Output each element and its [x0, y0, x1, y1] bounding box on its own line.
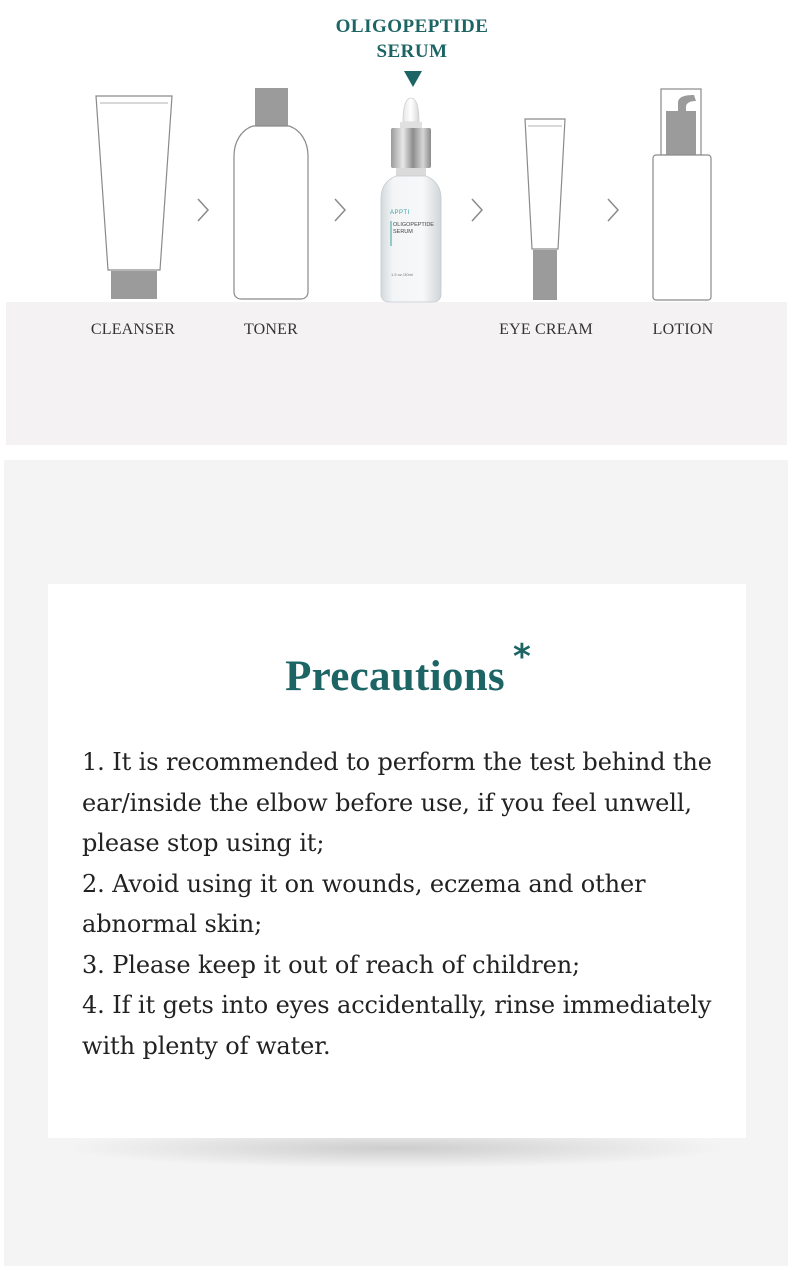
- serum-volume: 1.5 oz./30ml: [391, 272, 413, 277]
- serum-dropper-bottle: [378, 96, 444, 306]
- cleanser-tube-icon: [94, 94, 174, 304]
- step-label-eye-cream: EYE CREAM: [499, 321, 593, 338]
- precaution-item: 3. Please keep it out of reach of children;: [82, 950, 581, 979]
- chevron-right-icon: [606, 197, 620, 223]
- lotion-pump-bottle-icon: [650, 87, 714, 303]
- step-label-cleanser: CLEANSER: [90, 321, 176, 338]
- step-label-lotion: LOTION: [652, 321, 714, 338]
- serum-name-line2: SERUM: [393, 229, 413, 235]
- serum-name-line1: OLIGOPEPTIDE: [393, 222, 434, 228]
- precautions-list: [82, 742, 722, 1066]
- chevron-right-icon: [470, 197, 484, 223]
- highlight-arrow-icon: [404, 71, 422, 87]
- precautions-title: [0, 652, 790, 701]
- precaution-item: 4. If it gets into eyes accidentally, rinse immediately with plenty of water.: [82, 991, 712, 1060]
- step-label-toner: TONER: [243, 321, 299, 338]
- chevron-right-icon: [196, 197, 210, 223]
- highlight-label: OLIGOPEPTIDE SERUM: [335, 16, 489, 62]
- asterisk-icon: *: [513, 637, 531, 677]
- precaution-item: 2. Avoid using it on wounds, eczema and other abnormal skin;: [82, 869, 646, 938]
- precautions-title-text: Precautions: [285, 653, 505, 700]
- serum-brand: APPTI: [390, 210, 410, 216]
- eye-cream-tube-icon: [522, 117, 568, 303]
- precaution-item: 1. It is recommended to perform the test behind the ear/inside the elbow before use, if you feel unwell, please stop using it;: [82, 748, 712, 857]
- skincare-routine: [0, 0, 790, 450]
- chevron-right-icon: [333, 197, 347, 223]
- toner-bottle-icon: [231, 86, 311, 302]
